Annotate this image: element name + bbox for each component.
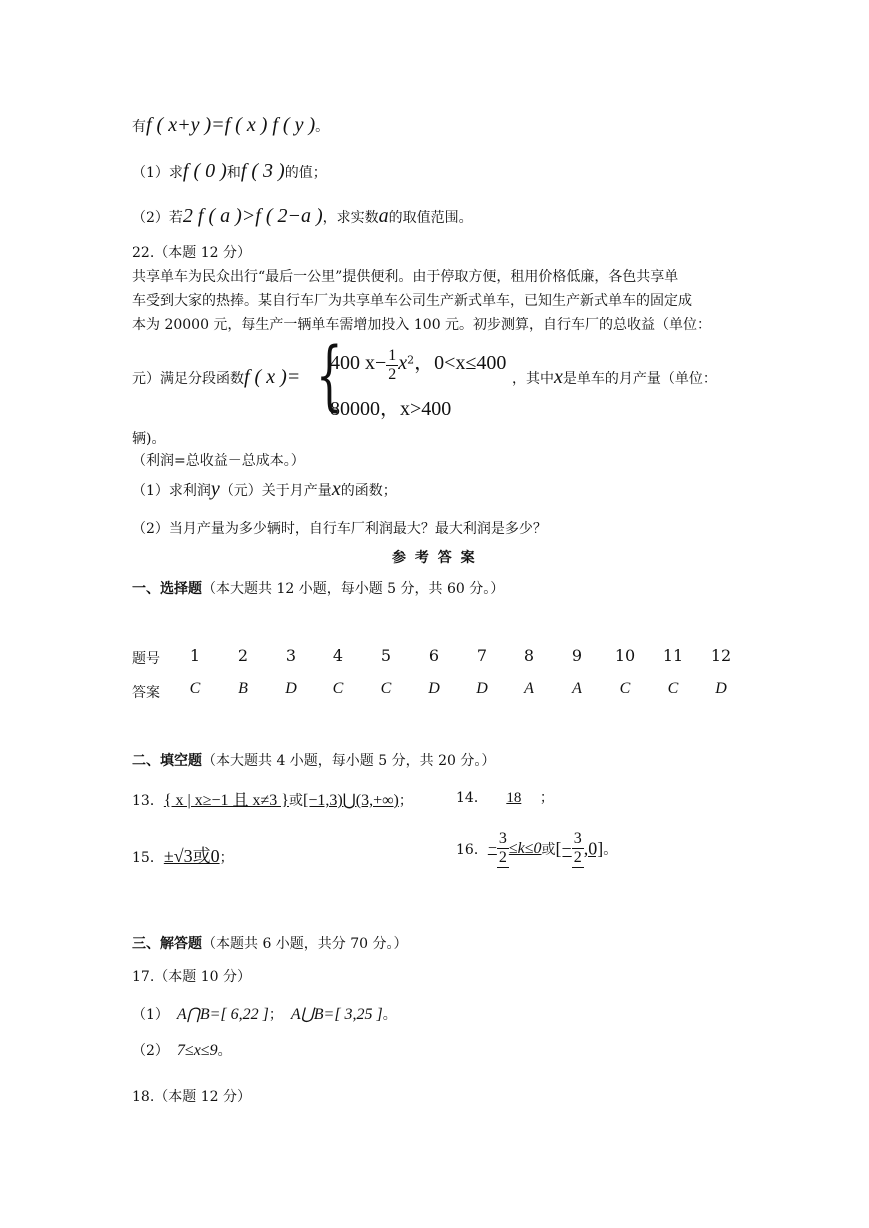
question-number-cell: 4 <box>332 646 344 665</box>
fraction-half: $\frac{1}{2}$ <box>388 346 397 383</box>
answer-cell: A <box>572 680 582 697</box>
question-number-cell: 8 <box>523 646 535 665</box>
answer-15: 15．±√3或0； <box>132 846 234 866</box>
q21-part2: （2）若2 f ( a )>f ( 2−a )，求实数a的取值范围。 <box>132 205 473 227</box>
question-number-cell: 3 <box>285 646 297 665</box>
answers-title: 参 考 答 案 <box>392 550 477 566</box>
answer-cell: C <box>189 680 201 697</box>
q22-part2: （2）当月产量为多少辆时，自行车厂利润最大？最大利润是多少？ <box>132 521 547 537</box>
question-number-cell: 10 <box>614 646 636 665</box>
q18-header: 18.（本题 12 分） <box>132 1089 251 1105</box>
answer-cell: B <box>238 680 248 697</box>
piecewise-case-2: 80000，x>400 <box>330 398 452 420</box>
q22-header: 22.（本题 12 分） <box>132 245 251 261</box>
answer-cell: D <box>476 680 488 697</box>
q22-line1: 共享单车为民众出行“最后一公里”提供便利。由于停取方便，租用价格低廉，各色共享单 <box>132 269 679 285</box>
piecewise-case-1: 400 x− $\frac{1}{2}$ $x^2$，0<x≤400 <box>330 346 507 383</box>
answer-cell: C <box>380 680 392 697</box>
question-number-cell: 9 <box>571 646 583 665</box>
table-row-label-answers: 答案 <box>132 685 160 701</box>
question-number-cell: 12 <box>710 646 732 665</box>
question-number-cell: 2 <box>237 646 249 665</box>
answer-cell: C <box>619 680 631 697</box>
q17-part1: （1） A⋂B=[ 6,22 ]； A⋃B=[ 3,25 ]。 <box>132 1006 397 1023</box>
q21-condition: 有f ( x+y )=f ( x ) f ( y )。 <box>132 114 330 136</box>
answer-cell: C <box>332 680 344 697</box>
q17-header: 17.（本题 10 分） <box>132 969 251 985</box>
section3-heading: 三、解答题（本题共 6 小题，共分 70 分。） <box>132 936 408 952</box>
question-number-cell: 5 <box>380 646 392 665</box>
answer-cell: C <box>667 680 679 697</box>
functional-equation: f ( x+y )=f ( x ) f ( y ) <box>146 114 316 136</box>
q22-piecewise-tail: ，其中x是单车的月产量（单位： <box>512 366 717 388</box>
question-number-cell: 11 <box>662 646 684 665</box>
answer-cell: D <box>285 680 297 697</box>
question-number-cell: 1 <box>189 646 201 665</box>
q22-line3: 本为 20000 元，每生产一辆单车需增加投入 100 元。初步测算，自行车厂的总收益（单位： <box>132 317 712 333</box>
q17-part2: （2） 7≤x≤9。 <box>132 1042 232 1059</box>
section1-heading: 一、选择题（本大题共 12 小题，每小题 5 分，共 60 分。） <box>132 581 505 597</box>
left-brace: { <box>316 330 343 419</box>
answer-14: 14． 18 ； <box>456 790 554 806</box>
table-row-label-numbers: 题号 <box>132 651 160 667</box>
question-number-cell: 6 <box>428 646 440 665</box>
q21-part1: （1）求f ( 0 )和f ( 3 )的值； <box>132 160 327 182</box>
answer-cell: A <box>524 680 534 697</box>
answer-cell: D <box>428 680 440 697</box>
answer-16: 16．− $\frac{3}{2}$ ≤k≤0或[− $\frac{3}{2}$ ,0]。 <box>456 830 618 866</box>
answer-13: 13．{ x | x≥−1 且 x≠3 }或[−1,3)⋃(3,+∞)； <box>132 792 413 809</box>
section2-heading: 二、填空题（本大题共 4 小题，每小题 5 分，共 20 分。） <box>132 753 496 769</box>
answer-cell: D <box>715 680 727 697</box>
question-number-cell: 7 <box>476 646 488 665</box>
q22-line5: 辆)。 <box>132 431 166 447</box>
q22-line2: 车受到大家的热捧。某自行车厂为共享单车公司生产新式单车，已知生产新式单车的固定成 <box>132 293 692 309</box>
q22-note: （利润=总收益－总成本。） <box>132 453 305 469</box>
q22-piecewise-line: 元）满足分段函数f ( x )= <box>132 366 301 388</box>
q22-part1: （1）求利润y（元）关于月产量x的函数； <box>132 478 397 500</box>
